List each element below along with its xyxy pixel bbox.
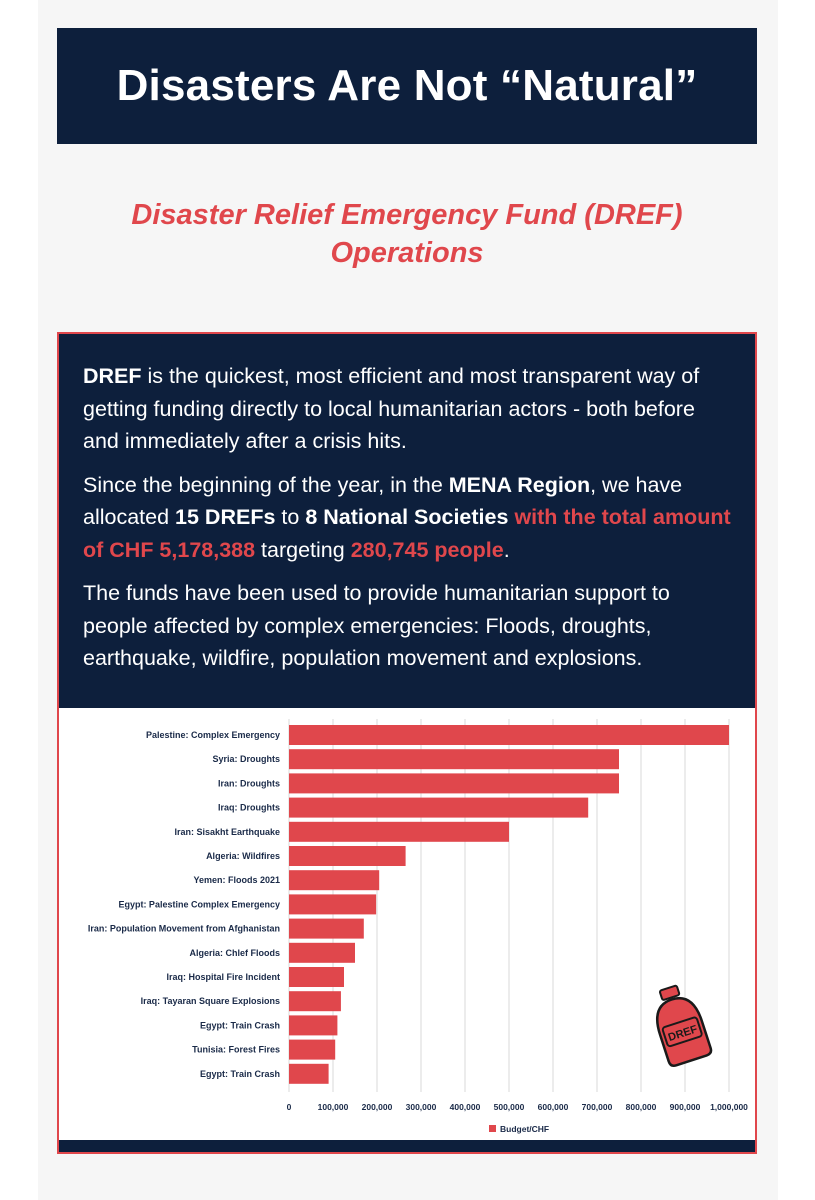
budget-bar-chart	[59, 708, 755, 1142]
bar	[289, 1015, 337, 1035]
page-title: Disasters Are Not “Natural”	[116, 61, 698, 110]
societies-count: 8 National Societies	[305, 505, 509, 529]
bar	[289, 943, 355, 963]
x-tick-label: 0	[286, 1102, 292, 1112]
category-label: Iran: Droughts	[218, 778, 280, 789]
category-label: Algeria: Chlef Floods	[189, 947, 280, 958]
box-footer-band	[59, 1140, 755, 1152]
category-label: Egypt: Train Crash	[199, 1020, 280, 1031]
x-tick-label: 700,000	[581, 1102, 613, 1112]
category-label: Egypt: Palestine Complex Emergency	[118, 899, 280, 910]
category-label: Iran: Population Movement from Afghanistan	[87, 923, 280, 934]
legend-label: Budget/CHF	[500, 1124, 550, 1134]
dref-bottle-icon	[647, 981, 712, 1067]
chart-area	[59, 708, 755, 1142]
p2-text-1: Since the beginning of the year, in the	[83, 472, 449, 497]
category-label: Iraq: Hospital Fire Incident	[166, 972, 280, 982]
x-tick-label: 800,000	[625, 1102, 657, 1112]
intro-paragraph-2	[83, 469, 731, 567]
category-label: Syria: Droughts	[212, 754, 280, 765]
p2-text-3: to	[275, 505, 306, 529]
legend-swatch	[489, 1125, 496, 1132]
category-label: Algeria: Wildfires	[206, 851, 280, 861]
info-box	[57, 332, 757, 1154]
intro-paragraph-1	[83, 360, 731, 458]
dref-count: 15 DREFs	[175, 505, 276, 529]
bar	[289, 894, 376, 914]
bar	[289, 822, 509, 842]
category-label: Palestine: Complex Emergency	[145, 730, 280, 740]
bar	[289, 749, 619, 769]
subtitle-line-2: Operations	[330, 237, 484, 269]
p2-text-5: targeting	[255, 537, 351, 562]
category-label: Iran: Sisakht Earthquake	[174, 826, 280, 837]
x-tick-label: 200,000	[361, 1102, 393, 1112]
subtitle	[57, 196, 757, 272]
category-label: Tunisia: Forest Fires	[192, 1044, 280, 1055]
intro-p1-text: is the quickest, most efficient and most transparent way of getting funding directly to local humanitarian actors - both before and immediately after a crisis hits.	[83, 364, 700, 453]
intro-text	[59, 334, 755, 708]
bar	[289, 1040, 335, 1060]
x-tick-label: 600,000	[537, 1102, 569, 1112]
bar	[289, 967, 344, 987]
category-label: Yemen: Floods 2021	[193, 875, 280, 886]
region-name: MENA Region	[448, 472, 591, 497]
x-tick-label: 1,000,000	[710, 1102, 748, 1112]
bar	[289, 919, 364, 939]
category-label: Egypt: Train Crash	[199, 1068, 280, 1079]
bar	[289, 1064, 329, 1084]
bottle-label-text: DREF	[666, 1023, 699, 1045]
total-amount: with the total amount of CHF 5,178,388	[83, 505, 731, 562]
p2-text-2: , we have allocated	[83, 472, 683, 529]
subtitle-line-1: Disaster Relief Emergency Fund (DREF)	[131, 199, 683, 231]
dref-term: DREF	[83, 364, 142, 388]
bar	[289, 991, 341, 1011]
p2-text-6: .	[503, 537, 510, 562]
bar	[289, 798, 588, 818]
x-tick-label: 900,000	[669, 1102, 701, 1112]
bar	[289, 870, 379, 890]
category-label: Iraq: Droughts	[218, 802, 280, 813]
x-tick-label: 300,000	[405, 1102, 437, 1112]
bar	[289, 773, 619, 793]
x-tick-label: 500,000	[493, 1102, 525, 1112]
intro-paragraph-3: The funds have been used to provide humanitarian support to people affected by complex emergencies: Floods, droughts, earthquake, wildfire, population movement and explosions.	[83, 581, 670, 670]
category-label: Iraq: Tayaran Square Explosions	[140, 996, 280, 1007]
bar	[289, 846, 406, 866]
x-tick-label: 400,000	[449, 1102, 481, 1112]
people-targeted: 280,745 people	[350, 537, 504, 562]
title-banner	[57, 28, 757, 144]
x-tick-label: 100,000	[317, 1102, 349, 1112]
bar	[289, 725, 729, 745]
